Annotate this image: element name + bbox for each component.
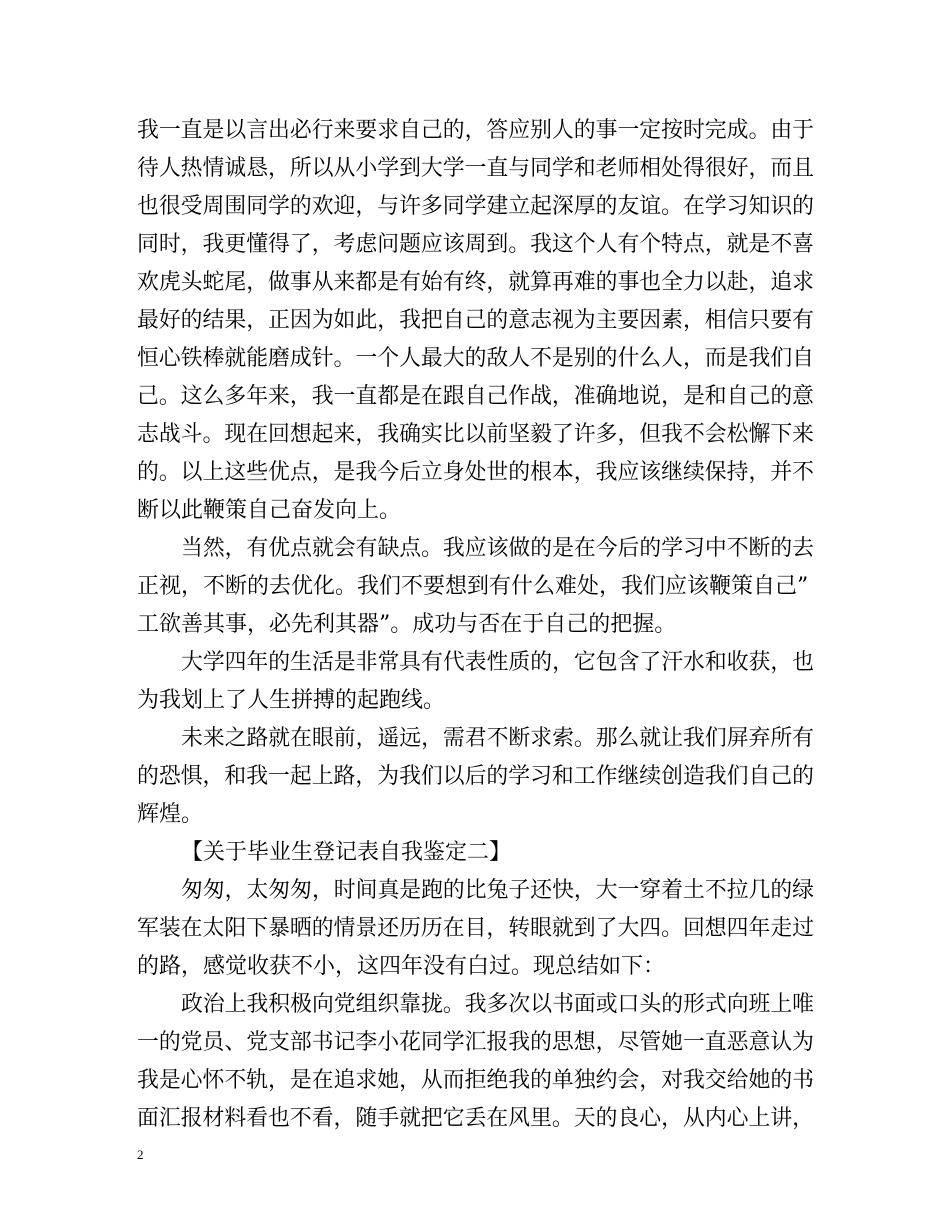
- line-text: 当然，有优点就会有缺点。我应该做的是在今后的学习中不断的去: [181, 536, 815, 561]
- line-text: 的路，感觉收获不小，这四年没有白过。现总结如下：: [137, 954, 666, 979]
- text-line: [0, 150, 950, 188]
- line-text: 我是心怀不轨，是在追求她，从而拒绝我的单独约会，对我交给她的书: [137, 1068, 815, 1093]
- line-text: 的。以上这些优点，是我今后立身处世的根本，我应该继续保持，并不: [137, 460, 815, 485]
- text-line: [0, 188, 950, 226]
- line-text: 辉煌。: [137, 802, 204, 827]
- text-line: [0, 606, 950, 644]
- text-line: [0, 568, 950, 606]
- text-line: [0, 1024, 950, 1062]
- line-text: 军装在太阳下暴晒的情景还历历在目，转眼就到了大四。回想四年走过: [137, 916, 815, 941]
- text-line: [0, 758, 950, 796]
- line-text: 我一直是以言出必行来要求自己的，答应别人的事一定按时完成。由于: [137, 118, 815, 143]
- line-text: 也很受周围同学的欢迎，与许多同学建立起深厚的友谊。在学习知识的: [137, 194, 815, 219]
- line-text: 正视，不断的去优化。我们不要想到有什么难处，我们应该鞭策自己”: [137, 574, 809, 599]
- text-line: [0, 872, 950, 910]
- text-line: [0, 910, 950, 948]
- line-text: 己。这么多年来，我一直都是在跟自己作战，准确地说，是和自己的意: [137, 384, 815, 409]
- text-line: [0, 264, 950, 302]
- line-text: 一的党员、党支部书记李小花同学汇报我的思想，尽管她一直恶意认为: [137, 1030, 815, 1055]
- text-line: [0, 682, 950, 720]
- line-text: 的恐惧，和我一起上路，为我们以后的学习和工作继续创造我们自己的: [137, 764, 815, 789]
- text-line: [0, 492, 950, 530]
- text-line: [0, 530, 950, 568]
- text-line: [0, 1062, 950, 1100]
- text-line: [0, 416, 950, 454]
- line-text: 未来之路就在眼前，遥远，需君不断求索。那么就让我们屏弃所有: [181, 726, 815, 751]
- line-text: 待人热情诚恳，所以从小学到大学一直与同学和老师相处得很好，而且: [137, 156, 815, 181]
- line-text: 为我划上了人生拼搏的起跑线。: [137, 688, 446, 713]
- text-line: [0, 454, 950, 492]
- line-text: 匆匆，太匆匆，时间真是跑的比兔子还快，大一穿着土不拉几的绿: [181, 878, 815, 903]
- text-line: [0, 112, 950, 150]
- line-text: 志战斗。现在回想起来，我确实比以前坚毅了许多，但我不会松懈下来: [137, 422, 815, 447]
- line-text: 同时，我更懂得了，考虑问题应该周到。我这个人有个特点，就是不喜: [137, 232, 815, 257]
- text-line: [0, 1100, 950, 1138]
- section-heading-text: 【关于毕业生登记表自我鉴定二】: [181, 840, 512, 865]
- text-line: [0, 340, 950, 378]
- line-text: 欢虎头蛇尾，做事从来都是有始有终，就算再难的事也全力以赴，追求: [137, 270, 815, 295]
- text-line: [0, 720, 950, 758]
- page-number: 2: [137, 1147, 144, 1162]
- line-text: 工欲善其事，必先利其器”。成功与否在于自己的把握。: [137, 612, 677, 637]
- text-line: [0, 378, 950, 416]
- text-line: [0, 948, 950, 986]
- text-line: [0, 986, 950, 1024]
- line-text: 面汇报材料看也不看，随手就把它丢在风里。天的良心，从内心上讲，: [137, 1106, 815, 1131]
- text-line: [0, 644, 950, 682]
- section-heading: [0, 834, 950, 872]
- line-text: 政治上我积极向党组织靠拢。我多次以书面或口头的形式向班上唯: [181, 992, 815, 1017]
- text-line: [0, 796, 950, 834]
- text-line: [0, 226, 950, 264]
- line-text: 最好的结果，正因为如此，我把自己的意志视为主要因素，相信只要有: [137, 308, 815, 333]
- line-text: 断以此鞭策自己奋发向上。: [137, 498, 402, 523]
- text-line: [0, 302, 950, 340]
- line-text: 大学四年的生活是非常具有代表性质的，它包含了汗水和收获，也: [181, 650, 815, 675]
- line-text: 恒心铁棒就能磨成针。一个人最大的敌人不是别的什么人，而是我们自: [137, 346, 815, 371]
